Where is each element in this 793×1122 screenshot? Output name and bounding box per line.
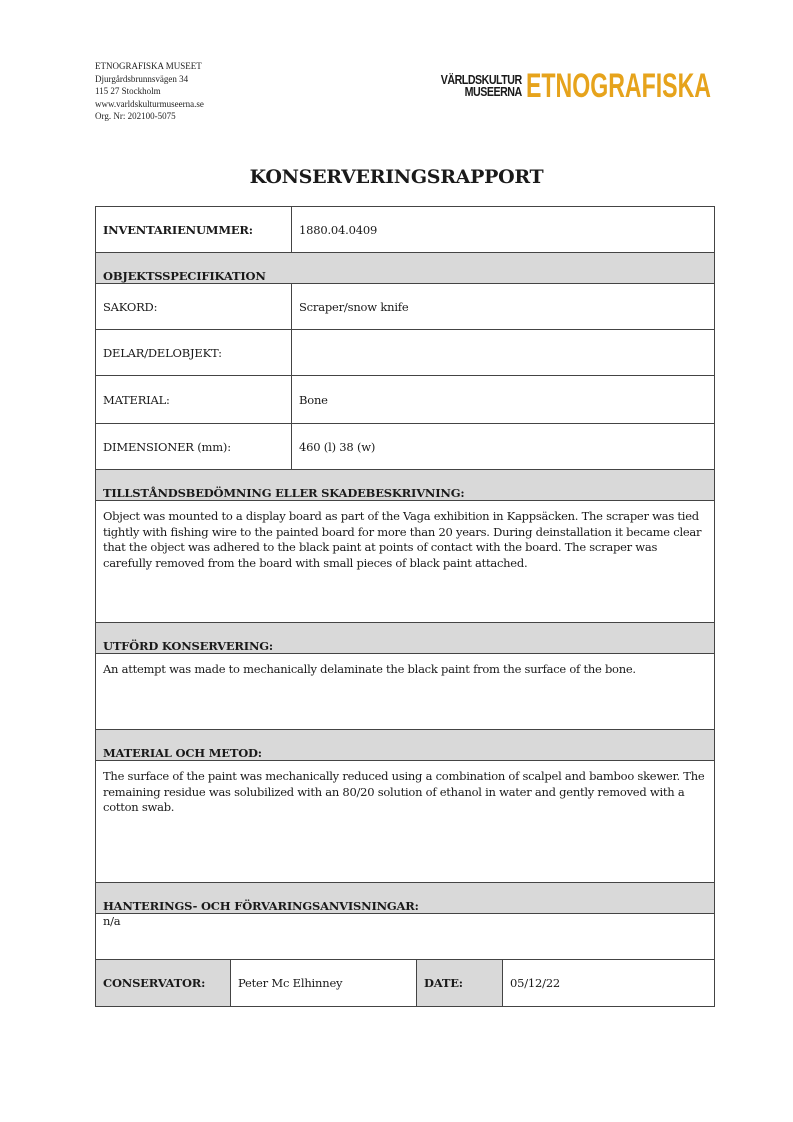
address-line: ETNOGRAFISKA MUSEET [95, 61, 202, 71]
address-line: www.varldskulturmuseerna.se [95, 98, 204, 109]
spec-value: Scraper/snow knife [299, 299, 409, 314]
spec-label: DIMENSIONER (mm): [96, 424, 292, 469]
conservator-label: CONSERVATOR: [96, 960, 231, 1006]
page-title: KONSERVERINGSRAPPORT [249, 166, 544, 188]
logo-varldskultur [441, 74, 522, 98]
signature-row [96, 960, 714, 1006]
condition-text: Object was mounted to a display board as part of the Vaga exhibition in Kappsäcken. The scraper was tied tightly with fishing wire to the painted board for more than 20 years. During deinstallation it became clear that the object was adhered to the black paint at points of contact with the board. The scraper was carefully removed from the board with small pieces of black paint attached. [96, 501, 714, 623]
date-value: 05/12/22 [510, 976, 561, 990]
museum-address [95, 60, 204, 123]
museum-logo [423, 64, 793, 108]
spec-value [292, 330, 714, 375]
spec-value: Bone [299, 392, 328, 407]
spec-label: DELAR/DELOBJEKT: [96, 330, 292, 375]
object-spec-heading: OBJEKTSSPECIFIKATION [96, 253, 714, 284]
inventory-value: 1880.04.0409 [299, 222, 378, 237]
inventory-row [96, 207, 714, 253]
logo-line1: VÄRLDSKULTUR [440, 72, 522, 87]
spec-row-dimensions [96, 424, 714, 470]
spec-row-material [96, 376, 714, 424]
address-line: Djurgårdsbrunnsvägen 34 [95, 73, 189, 84]
logo-line2: MUSEERNA [464, 84, 522, 99]
treatment-heading: UTFÖRD KONSERVERING: [96, 623, 714, 654]
conservator-value: Peter Mc Elhinney [231, 960, 417, 1006]
method-heading: MATERIAL OCH METOD: [96, 730, 714, 761]
spec-value: 460 (l) 38 (w) [299, 439, 376, 454]
spec-row-sakord [96, 284, 714, 330]
logo-wordmark: ETNOGRAFISKA [525, 66, 711, 105]
report-table [95, 206, 715, 1007]
spec-label: MATERIAL: [96, 376, 292, 423]
treatment-text: An attempt was made to mechanically delaminate the black paint from the surface of the bone. [96, 654, 714, 730]
handling-heading: HANTERINGS- OCH FÖRVARINGSANVISNINGAR: [96, 883, 714, 914]
condition-heading: TILLSTÅNDSBEDÖMNING ELLER SKADEBESKRIVNING: [96, 470, 714, 501]
method-text: The surface of the paint was mechanically reduced using a combination of scalpel and bamboo skewer. The remaining residue was solubilized with an 80/20 solution of ethanol in water and gently removed with a cotton swab. [96, 761, 714, 883]
address-line: Org. Nr: 202100-5075 [95, 111, 176, 121]
handling-text: n/a [96, 914, 714, 960]
spec-row-delar [96, 330, 714, 376]
date-label: DATE: [417, 960, 503, 1006]
address-line: 115 27 Stockholm [95, 86, 161, 96]
spec-label: SAKORD: [96, 284, 292, 329]
inventory-label: INVENTARIENUMMER: [96, 207, 292, 252]
